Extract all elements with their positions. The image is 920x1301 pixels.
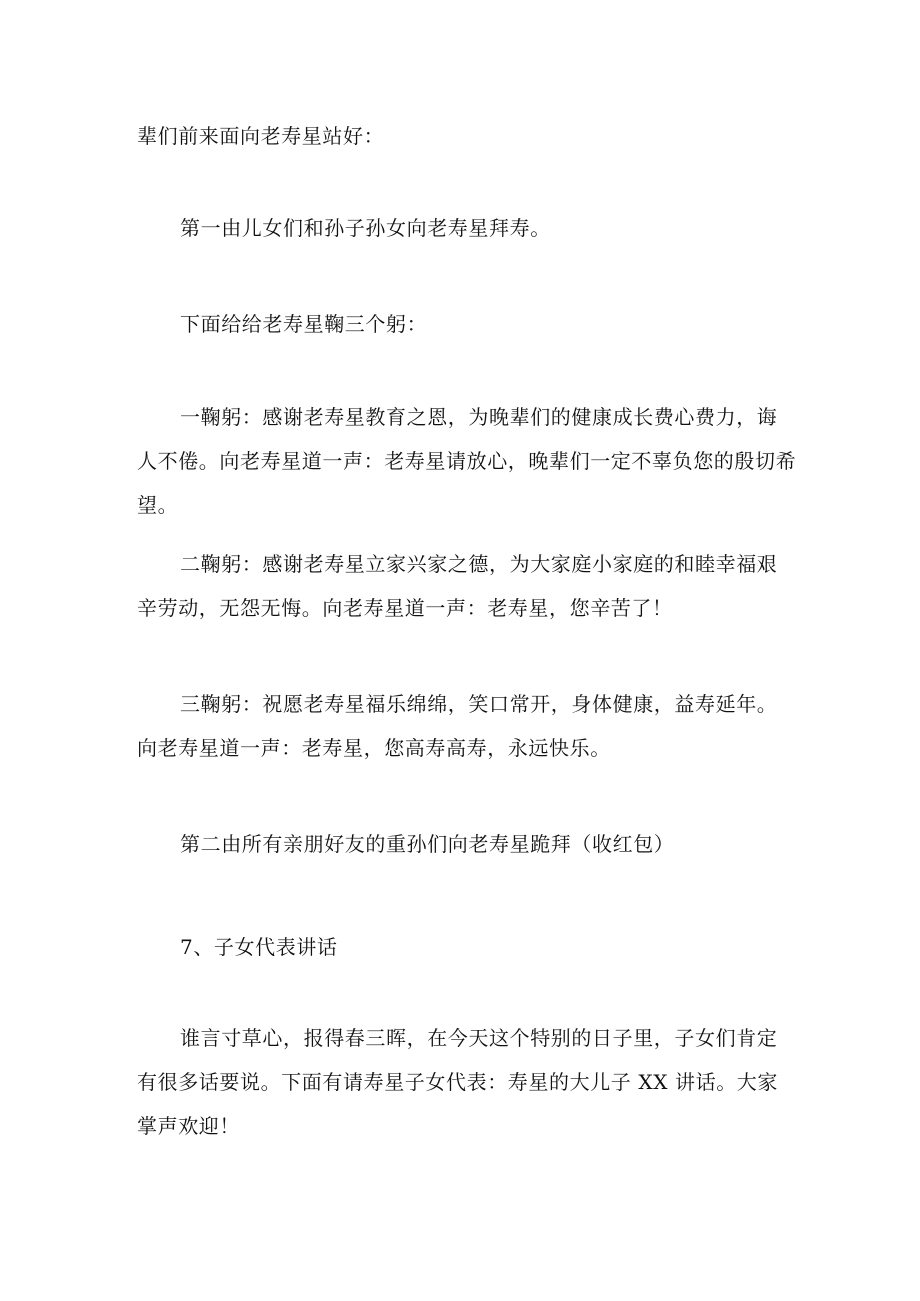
paragraph-4: 一鞠躬：感谢老寿星教育之恩，为晚辈们的健康成长费心费力，诲人不倦。向老寿星道一声：老寿星请放心，晚辈们一定不辜负您的殷切希望。 (137, 405, 797, 517)
paragraph-5: 二鞠躬：感谢老寿星立家兴家之德，为大家庭小家庭的和睦幸福艰辛劳动，无怨无悔。向老寿星道一声：老寿星，您辛苦了！ (137, 552, 778, 620)
paragraph-1: 辈们前来面向老寿星站好： (137, 124, 385, 148)
paragraph-6: 三鞠躬：祝愿老寿星福乐绵绵，笑口常开，身体健康，益寿延年。向老寿星道一声：老寿星，您高寿高寿，永远快乐。 (137, 692, 778, 760)
paragraph-9: 谁言寸草心，报得春三晖，在今天这个特别的日子里，子女们肯定有很多话要说。下面有请寿星子女代表：寿星的大儿子 XX 讲话。大家掌声欢迎！ (137, 1026, 778, 1138)
paragraph-7: 第二由所有亲朋好友的重孙们向老寿星跪拜（收红包） (180, 832, 675, 856)
paragraph-3: 下面给给老寿星鞠三个躬： (180, 312, 428, 336)
paragraph-2: 第一由儿女们和孙子孙女向老寿星拜寿。 (180, 216, 551, 240)
paragraph-8: 7、子女代表讲话 (180, 935, 338, 959)
